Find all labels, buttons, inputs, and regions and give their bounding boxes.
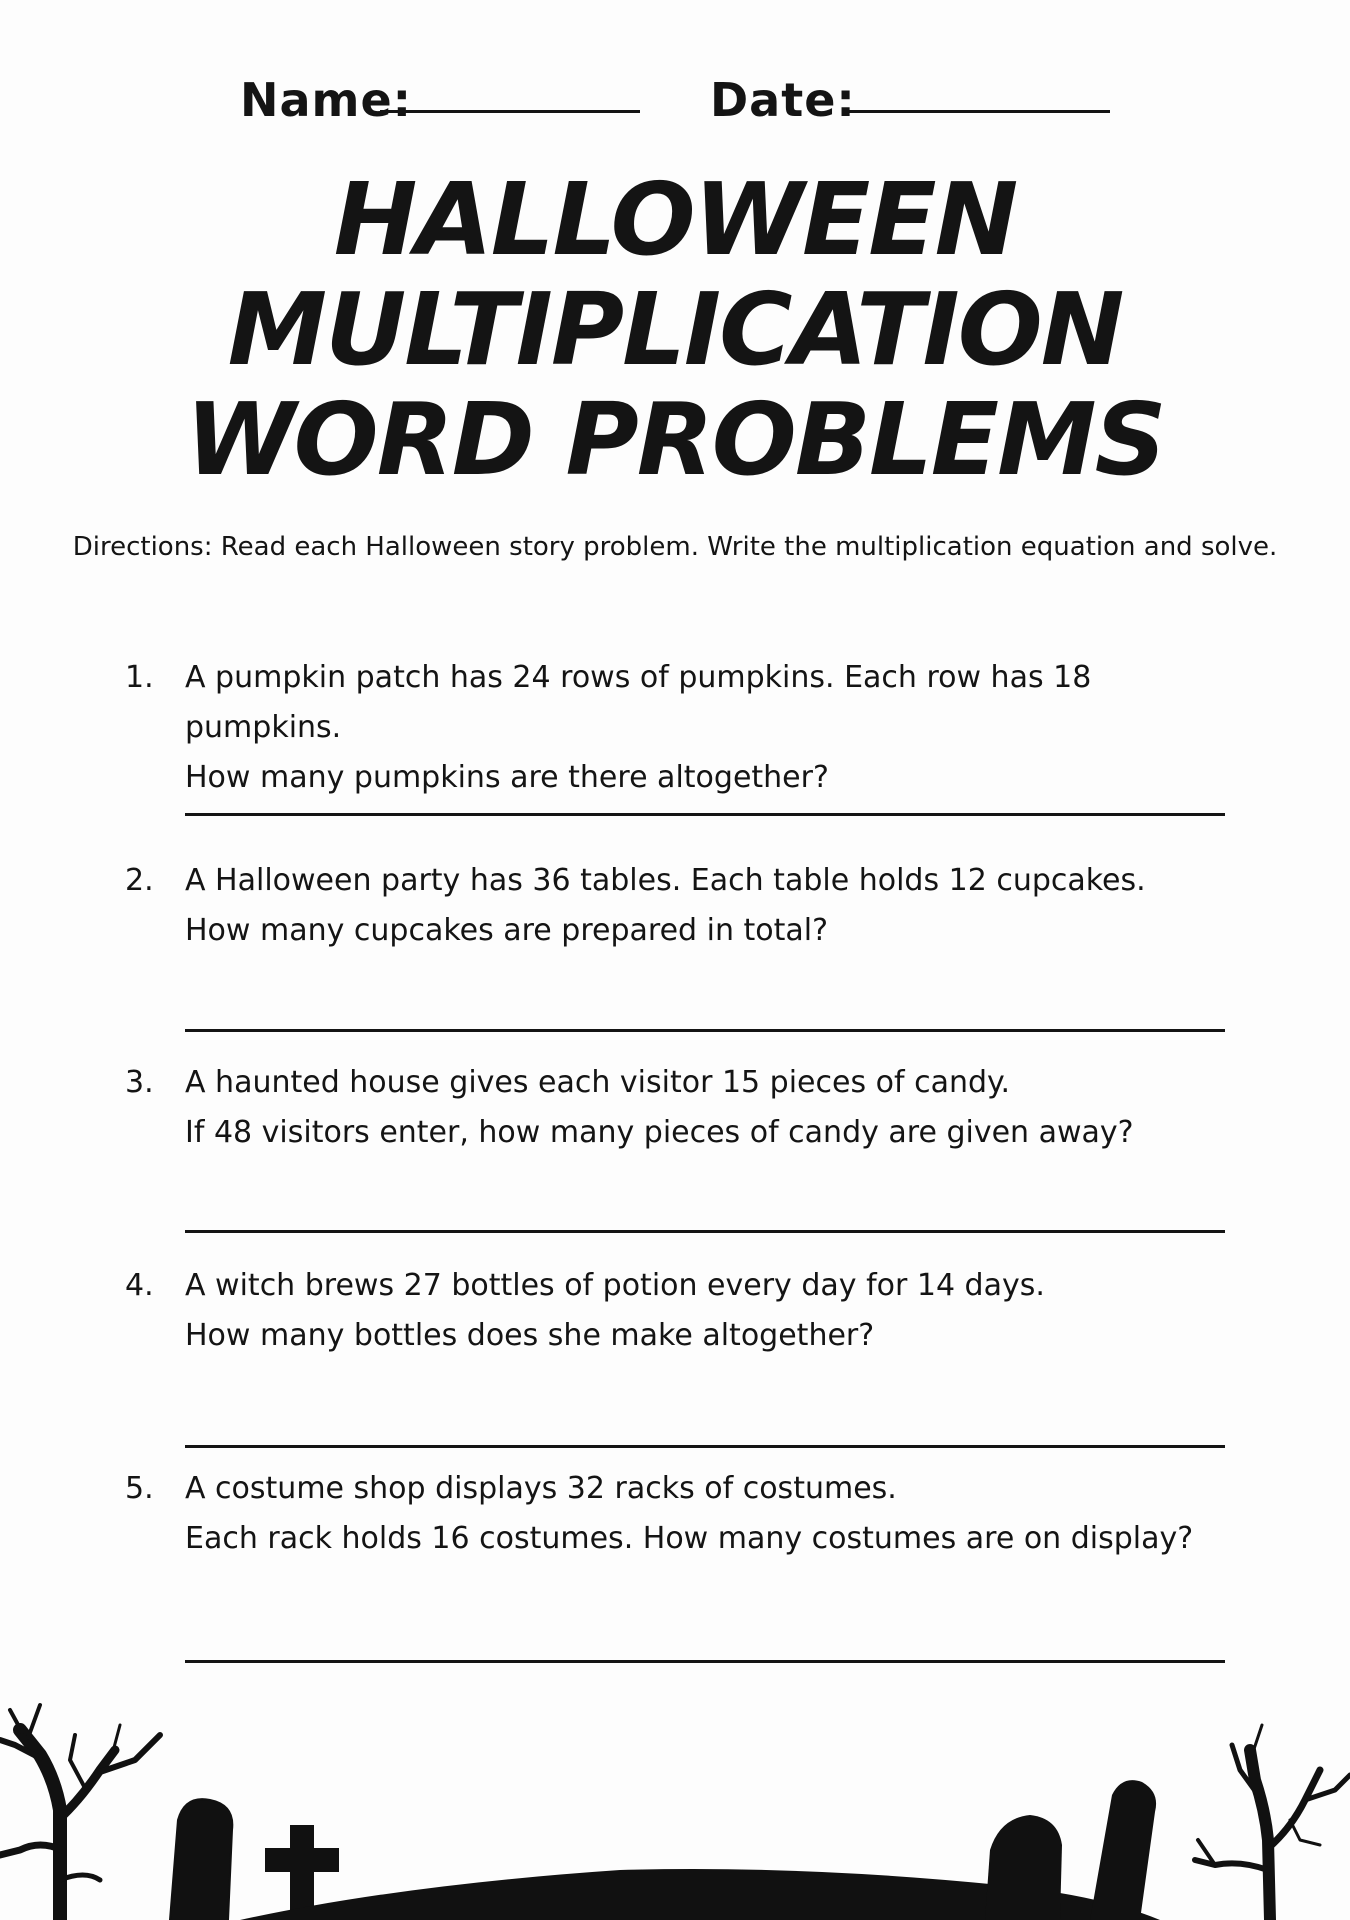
problem-text bbox=[185, 1261, 1225, 1361]
problem-number: 2. bbox=[125, 863, 154, 898]
problem-text bbox=[185, 856, 1225, 956]
problem-line: How many pumpkins are there altogether? bbox=[185, 760, 829, 795]
problem-line: A costume shop displays 32 racks of costumes. bbox=[185, 1471, 897, 1506]
problem-text bbox=[185, 653, 1225, 803]
problem-line: A Halloween party has 36 tables. Each table holds 12 cupcakes. bbox=[185, 863, 1146, 898]
title-line-3: WORD PROBLEMS bbox=[185, 381, 1165, 498]
left-tree-icon bbox=[0, 1705, 160, 1920]
graveyard-silhouette-art bbox=[0, 1700, 1350, 1920]
problem-line: A haunted house gives each visitor 15 pieces of candy. bbox=[185, 1065, 1011, 1100]
answer-line-5[interactable] bbox=[185, 1660, 1225, 1663]
problem-line: Each rack holds 16 costumes. How many costumes are on display? bbox=[185, 1521, 1194, 1556]
problem-line: If 48 visitors enter, how many pieces of candy are given away? bbox=[185, 1115, 1134, 1150]
right-tree-icon bbox=[1195, 1725, 1350, 1920]
answer-line-2[interactable] bbox=[185, 1029, 1225, 1032]
tombstone-far-right bbox=[1090, 1780, 1156, 1920]
answer-line-3[interactable] bbox=[185, 1230, 1225, 1233]
date-label: Date: bbox=[710, 73, 856, 127]
problem-text bbox=[185, 1464, 1225, 1564]
date-field-line[interactable] bbox=[845, 110, 1110, 113]
problem-number: 4. bbox=[125, 1268, 154, 1303]
worksheet-title bbox=[0, 161, 1350, 498]
tombstone-right bbox=[985, 1815, 1062, 1920]
problem-line: How many bottles does she make altogether? bbox=[185, 1318, 875, 1353]
answer-line-4[interactable] bbox=[185, 1445, 1225, 1448]
name-date-header bbox=[240, 70, 1120, 130]
problem-number: 5. bbox=[125, 1471, 154, 1506]
answer-line-1[interactable] bbox=[185, 813, 1225, 816]
title-line-1: HALLOWEEN bbox=[333, 161, 1017, 278]
title-line-2: MULTIPLICATION bbox=[227, 271, 1123, 388]
tombstone-left bbox=[170, 1799, 232, 1920]
problem-number: 3. bbox=[125, 1065, 154, 1100]
problem-line: A pumpkin patch has 24 rows of pumpkins. Each row has 18 pumpkins. bbox=[185, 660, 1092, 745]
problem-line: A witch brews 27 bottles of potion every day for 14 days. bbox=[185, 1268, 1045, 1303]
name-label: Name: bbox=[240, 73, 413, 127]
problem-line: How many cupcakes are prepared in total? bbox=[185, 913, 829, 948]
problem-number: 1. bbox=[125, 660, 154, 695]
name-field-line[interactable] bbox=[380, 110, 640, 113]
problem-text bbox=[185, 1058, 1225, 1158]
directions-text: Directions: Read each Halloween story problem. Write the multiplication equation and solve. bbox=[72, 532, 1278, 562]
